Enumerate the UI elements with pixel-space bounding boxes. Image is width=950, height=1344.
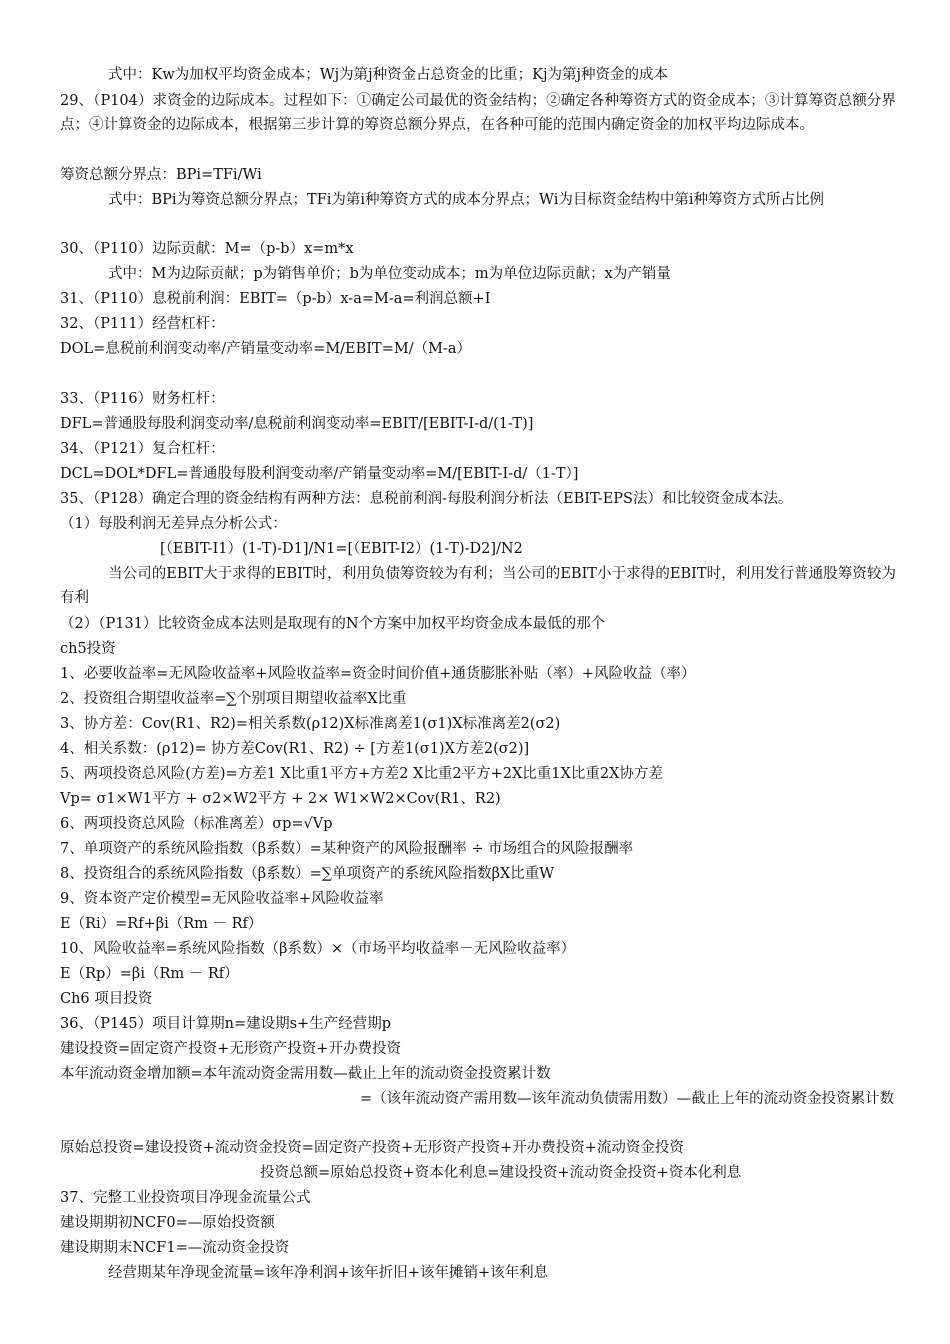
text-line: 34、（P121）复合杠杆： <box>60 441 225 457</box>
text-line: 7、单项资产的系统风险指数（β系数）=某种资产的风险报酬率 ÷ 市场组合的风险报酬率 <box>60 841 634 857</box>
text-line: 投资总额=原始总投资+资本化利息=建设投资+流动资金投资+资本化利息 <box>260 1165 742 1181</box>
text-line: 3、协方差：Cov(R1、R2)=相关系数(ρ12)X标准离差1(σ1)X标准离差2(σ2) <box>60 716 561 732</box>
paragraph-continuation <box>60 1087 896 1111</box>
text-line: 建设投资=固定资产投资+无形资产投资+开办费投资 <box>60 1041 401 1057</box>
paragraph-29: 29、（P104）求资金的边际成本。过程如下：①确定公司最优的资金结构；②确定各种筹资方式的资金成本；③计算筹资总额分界点；④计算资金的边际成本，根据第三步计算的筹资总额分界点，在各种可能的范围内确定资金的加权平均边际成本。 <box>60 93 896 133</box>
text-line: 建设期期初NCF0=—原始投资额 <box>60 1215 275 1231</box>
formula-line: Vp= σ1×W1平方 + σ2×W2平方 + 2× W1×W2×Cov(R1、R2) <box>60 791 501 807</box>
text-line: （2）（P131）比较资金成本法则是取现有的N个方案中加权平均资金成本最低的那个 <box>60 616 606 632</box>
text-line: 9、资本资产定价模型=无风险收益率+风险收益率 <box>60 891 384 907</box>
text-line: DCL=DOL*DFL=普通股每股利润变动率/产销量变动率=M/[EBIT-I-d/（1-T）] <box>60 466 579 482</box>
text-line: 31、（P110）息税前利润：EBIT=（p-b）x-a=M-a=利润总额+I <box>60 291 491 307</box>
formula-line: [（EBIT-I1）(1-T)-D1]/N1=[（EBIT-I2）(1-T)-D2]/N2 <box>160 541 523 557</box>
text-line: 本年流动资金增加额=本年流动资金需用数—截止上年的流动资金投资累计数 <box>60 1066 551 1082</box>
text-line: 原始总投资=建设投资+流动资金投资=固定资产投资+无形资产投资+开办费投资+流动资金投资 <box>60 1140 684 1156</box>
text-line: 30、（P110）边际贡献：M=（p-b）x=m*x <box>60 241 354 257</box>
text-line: 6、两项投资总风险（标准离差）σp=√Vp <box>60 816 333 832</box>
text-line: 筹资总额分界点：BPi=TFi/Wi <box>60 167 262 183</box>
text-line: 1、必要收益率=无风险收益率+风险收益率=资金时间价值+通货膨胀补贴（率）+风险收益（率） <box>60 666 696 682</box>
paragraph-ebit: 当公司的EBIT大于求得的EBIT时，利用负债筹资较为有利；当公司的EBIT小于求得的EBIT时，利用发行普通股筹资较为有利 <box>60 566 896 606</box>
formula-line: E（Ri）=Rf+βi（Rm － Rf） <box>60 916 263 932</box>
text-line: 36、（P145）项目计算期n=建设期s+生产经营期p <box>60 1016 391 1032</box>
text-line: （1）每股利润无差异点分析公式： <box>60 516 287 532</box>
text-line: 5、两项投资总风险(方差)=方差1 X比重1平方+方差2 X比重2平方+2X比重1X比重2X协方差 <box>60 766 663 782</box>
paragraph-note: 式中：BPi为筹资总额分界点；TFi为第i种筹资方式的成本分界点；Wi为目标资金结构中第i种筹资方式所占比例 <box>108 192 824 208</box>
text-line: 10、风险收益率=系统风险指数（β系数）×（市场平均收益率－无风险收益率） <box>60 941 576 957</box>
text-line: 8、投资组合的系统风险指数（β系数）=∑单项资产的系统风险指数βX比重W <box>60 866 555 882</box>
text-line: 35、（P128）确定合理的资金结构有两种方法：息税前利润-每股利润分析法（EBIT-EPS法）和比较资金成本法。 <box>60 491 793 507</box>
text-line: 33、（P116）财务杠杆： <box>60 391 225 407</box>
text-line: 37、完整工业投资项目净现金流量公式 <box>60 1190 311 1206</box>
hanging-text: =（该年流动资产需用数—该年流动负债需用数）—截止上年的流动资金投资累计数 <box>360 1091 895 1107</box>
text-line: 式中：M为边际贡献；p为销售单价；b为单位变动成本；m为单位边际贡献；x为产销量 <box>108 266 671 282</box>
text-line: 经营期某年净现金流量=该年净利润+该年折旧+该年摊销+该年利息 <box>108 1265 549 1281</box>
formula-line: E（Rp）=βi（Rm － Rf） <box>60 966 239 982</box>
section-heading: Ch6 项目投资 <box>60 991 153 1007</box>
text-line: 建设期期末NCF1=—流动资金投资 <box>60 1240 290 1256</box>
text-line: DFL=普通股每股利润变动率/息税前利润变动率=EBIT/[EBIT-I-d/(1-T)] <box>60 416 534 432</box>
section-heading: ch5投资 <box>60 641 116 657</box>
text-line: 4、相关系数：(ρ12)= 协方差Cov(R1、R2) ÷ [方差1(σ1)X方差2(σ2)] <box>60 741 530 757</box>
text-line: DOL=息税前利润变动率/产销量变动率=M/EBIT=M/（M-a） <box>60 341 471 357</box>
text-line: 2、投资组合期望收益率=∑个别项目期望收益率X比重 <box>60 691 407 707</box>
text-line: 32、（P111）经营杠杆： <box>60 316 225 332</box>
text-line: 式中：Kw为加权平均资金成本；Wj为第j种资金占总资金的比重；Kj为第j种资金的成本 <box>108 67 668 83</box>
